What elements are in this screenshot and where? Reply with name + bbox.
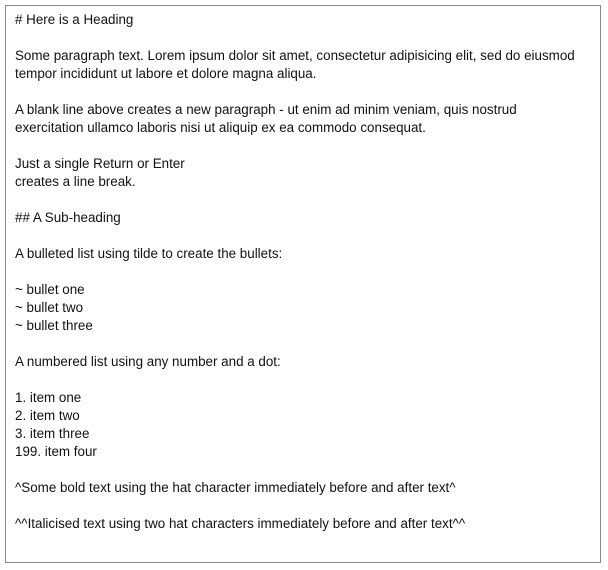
text-line: ## A Sub-heading [15, 210, 121, 225]
italic-example-paragraph [15, 515, 592, 533]
list-item: ~ bullet three [15, 318, 93, 333]
numbered-intro-paragraph [15, 353, 592, 371]
text-line: A bulleted list using tilde to create the bullets: [15, 246, 283, 261]
text-line: tempor incididunt ut labore et dolore magna aliqua. [15, 66, 317, 81]
bullet-list [15, 281, 592, 335]
text-line: # Here is a Heading [15, 12, 134, 27]
heading-paragraph [15, 11, 592, 29]
list-item: ~ bullet one [15, 282, 85, 297]
text-line: ^^Italicised text using two hat characters immediately before and after text^^ [15, 516, 466, 531]
text-line: Some paragraph text. Lorem ipsum dolor sit amet, consectetur adipisicing elit, sed do eiusmod [15, 48, 575, 63]
list-item: ~ bullet two [15, 300, 84, 315]
text-line: Just a single Return or Enter [15, 156, 185, 171]
list-item: 3. item three [15, 426, 90, 441]
bold-example-paragraph [15, 479, 592, 497]
text-line: creates a line break. [15, 174, 136, 189]
numbered-list [15, 389, 592, 461]
text-line: A numbered list using any number and a dot: [15, 354, 281, 369]
text-line: ^Some bold text using the hat character immediately before and after text^ [15, 480, 456, 495]
intro-paragraph [15, 47, 592, 83]
line-break-paragraph [15, 155, 592, 191]
list-item: 1. item one [15, 390, 82, 405]
subheading-paragraph [15, 209, 592, 227]
text-editor[interactable] [5, 5, 601, 563]
text-line: exercitation ullamco laboris nisi ut aliquip ex ea commodo consequat. [15, 120, 426, 135]
list-item: 2. item two [15, 408, 80, 423]
blank-line-paragraph [15, 101, 592, 137]
bullet-intro-paragraph [15, 245, 592, 263]
text-line: A blank line above creates a new paragraph - ut enim ad minim veniam, quis nostrud [15, 102, 517, 117]
list-item: 199. item four [15, 444, 97, 459]
